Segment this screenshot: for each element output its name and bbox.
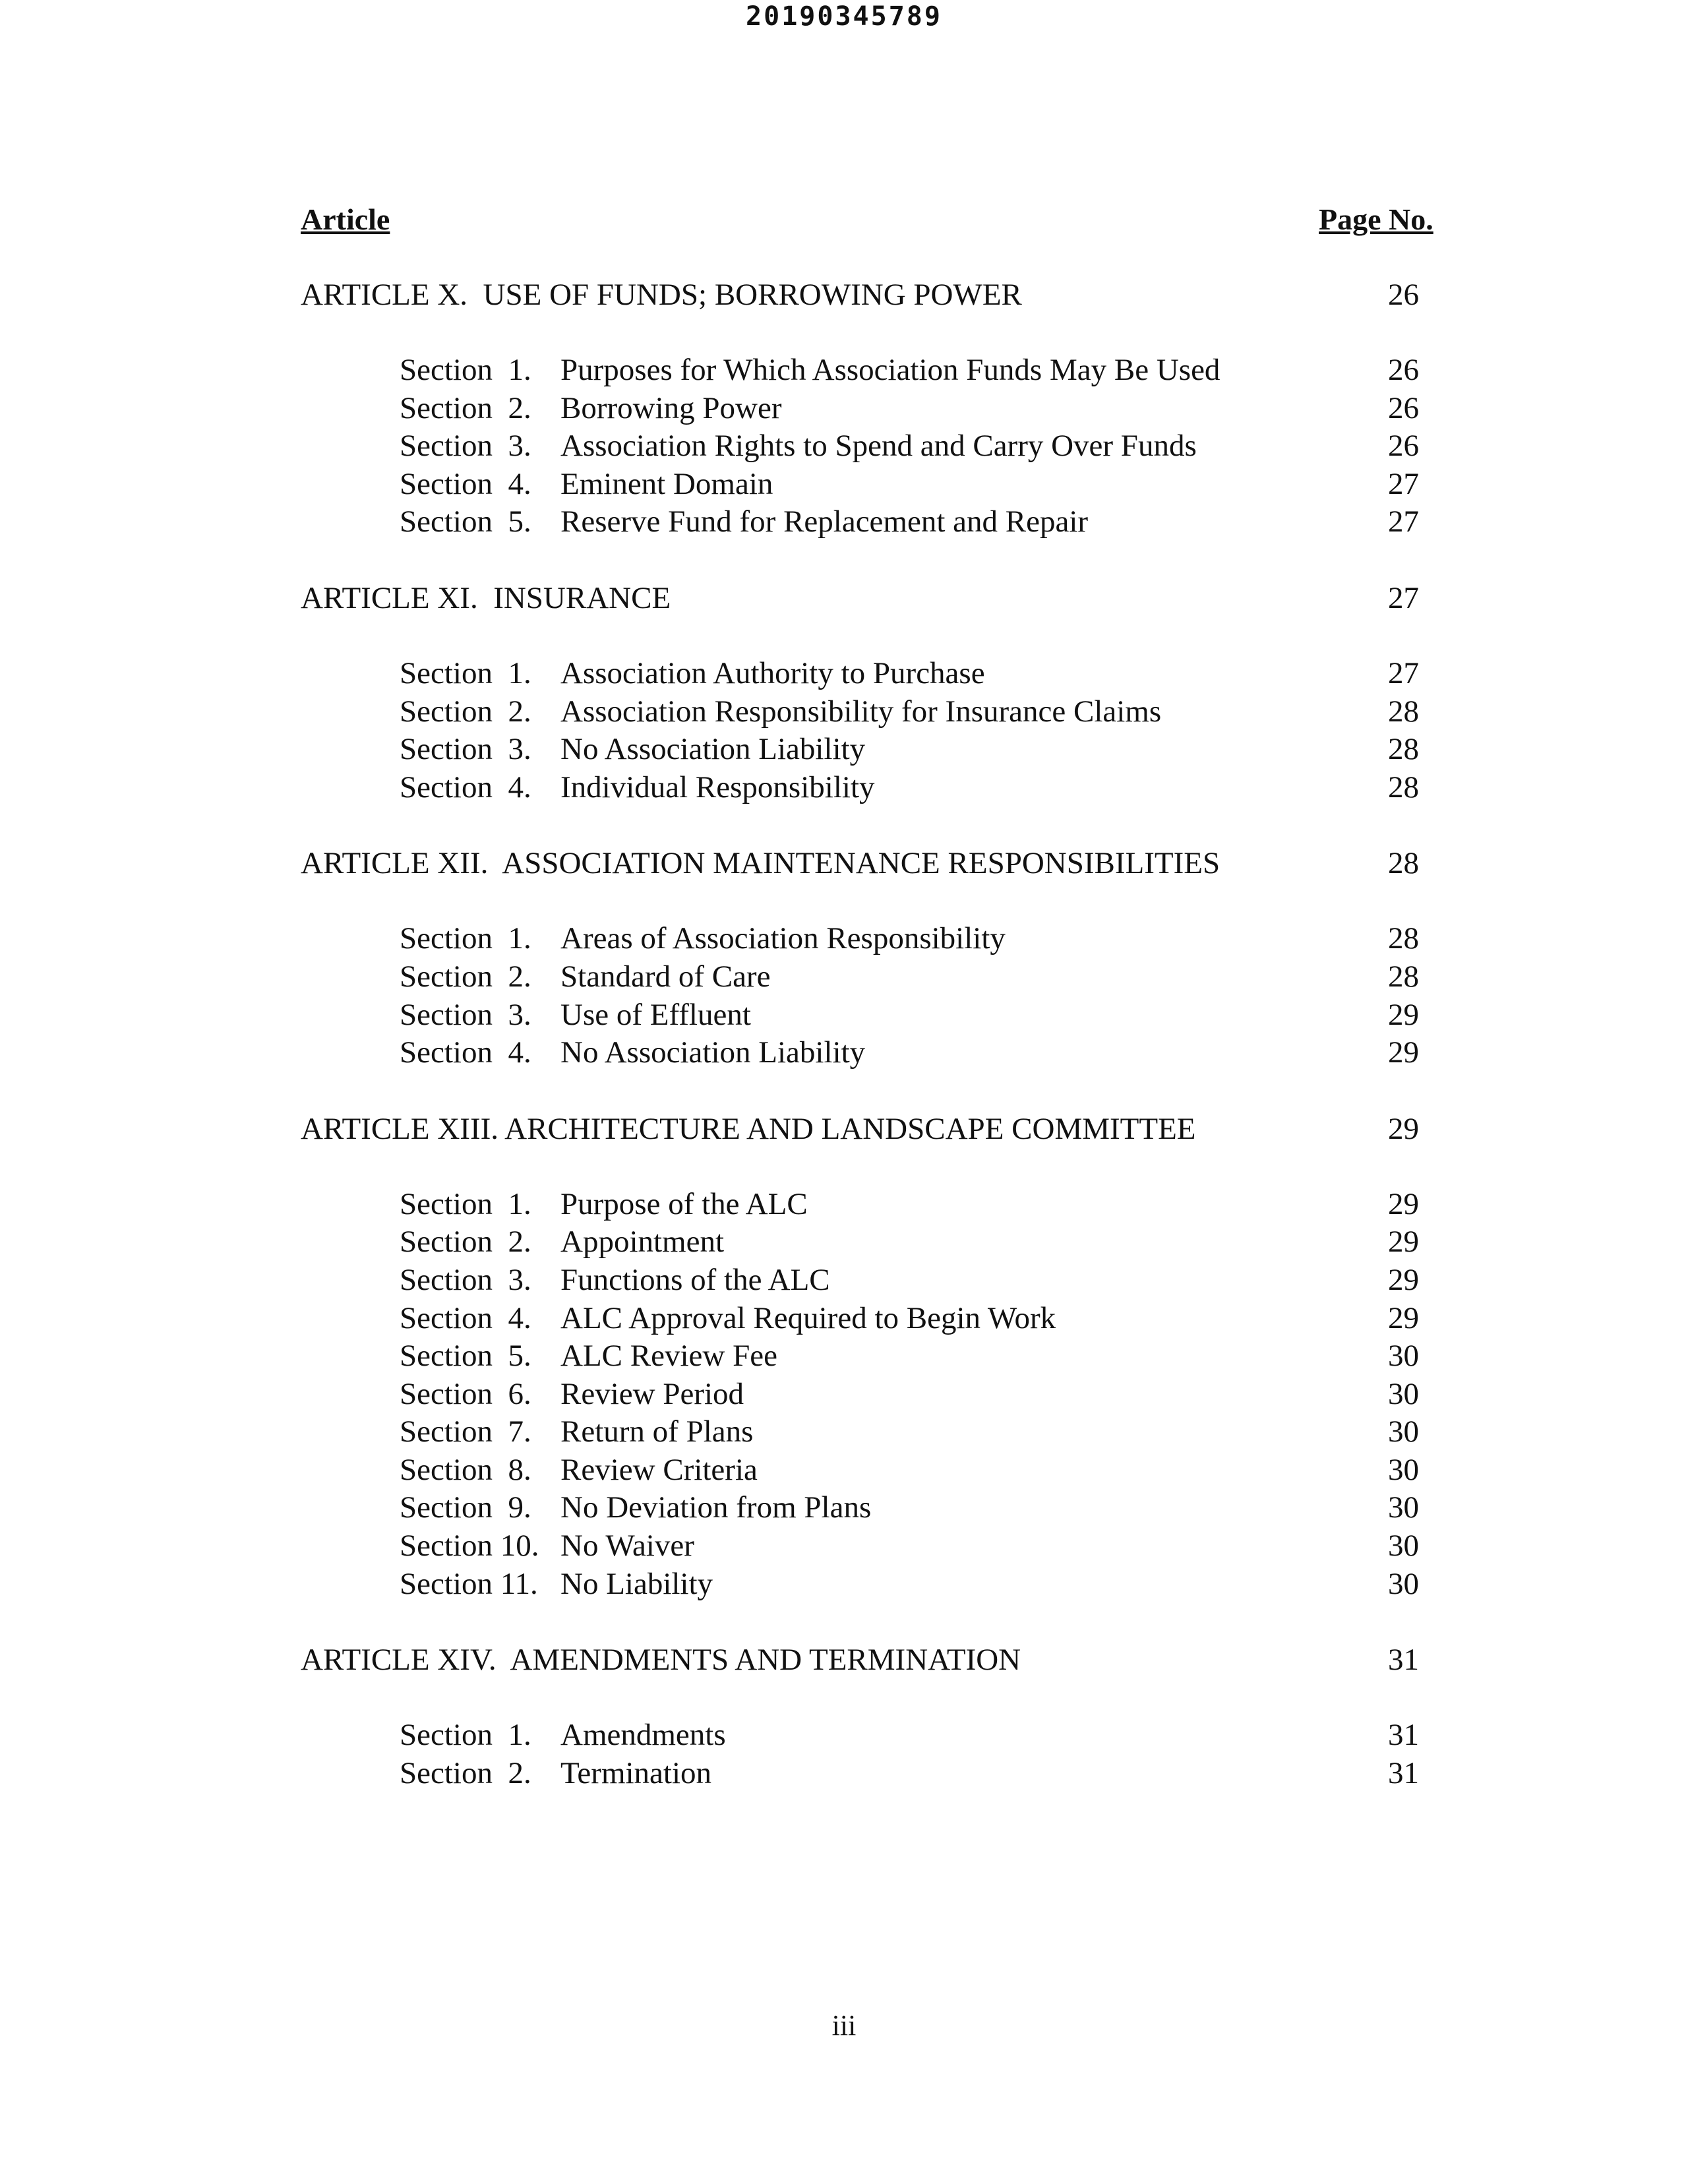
section-title: Standard of Care xyxy=(560,959,771,994)
article-entry xyxy=(0,276,1688,314)
section-page-number: 30 xyxy=(1388,1566,1419,1601)
section-page-number: 26 xyxy=(1388,429,1419,464)
section-label: Section 2. xyxy=(400,694,531,729)
section-label: Section 2. xyxy=(400,390,531,425)
table-of-contents xyxy=(0,276,1688,1830)
section-entry xyxy=(0,920,1688,958)
section-title: No Association Liability xyxy=(560,1035,866,1070)
section-page-number: 27 xyxy=(1388,655,1419,690)
section-label: Section 5. xyxy=(400,1339,531,1374)
article-group-spacer xyxy=(0,1792,1688,1830)
section-title: ALC Approval Required to Begin Work xyxy=(560,1300,1056,1335)
section-label: Section 1. xyxy=(400,921,531,956)
section-label: Section 4. xyxy=(400,1300,531,1335)
section-entry xyxy=(0,1034,1688,1072)
section-page-number: 31 xyxy=(1388,1718,1419,1753)
section-title: Purpose of the ALC xyxy=(560,1186,808,1221)
section-title: Reserve Fund for Replacement and Repair xyxy=(560,504,1089,539)
section-title: Appointment xyxy=(560,1225,725,1259)
section-page-number: 26 xyxy=(1388,390,1419,425)
section-entry xyxy=(0,996,1688,1035)
section-label: Section 9. xyxy=(400,1490,531,1525)
section-label: Section 4. xyxy=(400,466,531,501)
article-entry xyxy=(0,579,1688,617)
section-page-number: 28 xyxy=(1388,770,1419,804)
article-page-number: 28 xyxy=(1388,846,1419,881)
section-entry xyxy=(0,390,1688,428)
section-page-number: 30 xyxy=(1388,1414,1419,1449)
section-label: Section 6. xyxy=(400,1376,531,1411)
article-group-spacer xyxy=(0,806,1688,844)
section-entry xyxy=(0,1186,1688,1224)
section-entry xyxy=(0,1451,1688,1490)
document-number: 20190345789 xyxy=(746,1,942,32)
section-label: Section 7. xyxy=(400,1414,531,1449)
article-title: ARTICLE XI. INSURANCE xyxy=(301,580,671,615)
section-entry xyxy=(0,427,1688,466)
section-entry xyxy=(0,1755,1688,1793)
section-page-number: 29 xyxy=(1388,997,1419,1032)
section-entry xyxy=(0,351,1688,390)
section-title: Eminent Domain xyxy=(560,466,773,501)
section-entry xyxy=(0,693,1688,731)
article-title: ARTICLE XII. ASSOCIATION MAINTENANCE RESPONSIBILITIES xyxy=(301,846,1221,881)
section-title: Termination xyxy=(560,1755,712,1790)
section-page-number: 27 xyxy=(1388,504,1419,539)
section-page-number: 29 xyxy=(1388,1035,1419,1070)
section-entry xyxy=(0,1413,1688,1451)
section-title: No Deviation from Plans xyxy=(560,1490,872,1525)
section-entry xyxy=(0,958,1688,996)
section-label: Section 3. xyxy=(400,732,531,767)
article-page-number: 31 xyxy=(1388,1643,1419,1678)
section-page-number: 28 xyxy=(1388,694,1419,729)
section-label: Section 2. xyxy=(400,1755,531,1790)
article-entry xyxy=(0,1110,1688,1148)
section-title: Purposes for Which Association Funds May Be Used xyxy=(560,353,1221,387)
section-page-number: 28 xyxy=(1388,921,1419,956)
section-label: Section 10. xyxy=(400,1529,539,1563)
section-label: Section 4. xyxy=(400,770,531,804)
article-entry xyxy=(0,844,1688,882)
section-title: Functions of the ALC xyxy=(560,1262,830,1297)
article-group-spacer xyxy=(0,1603,1688,1641)
section-entry xyxy=(0,466,1688,504)
section-label: Section 1. xyxy=(400,655,531,690)
section-page-number: 28 xyxy=(1388,732,1419,767)
section-entry xyxy=(0,769,1688,807)
section-label: Section 11. xyxy=(400,1566,538,1601)
section-label: Section 4. xyxy=(400,1035,531,1070)
section-entry xyxy=(0,1565,1688,1604)
section-title: Individual Responsibility xyxy=(560,770,875,804)
section-page-number: 27 xyxy=(1388,466,1419,501)
section-label: Section 3. xyxy=(400,429,531,464)
section-page-number: 30 xyxy=(1388,1490,1419,1525)
section-title: Review Period xyxy=(560,1376,744,1411)
section-page-number: 29 xyxy=(1388,1262,1419,1297)
section-label: Section 2. xyxy=(400,1225,531,1259)
section-label: Section 3. xyxy=(400,997,531,1032)
page-number-column-header: Page No. xyxy=(1319,202,1433,236)
section-label: Section 1. xyxy=(400,353,531,387)
page-number: iii xyxy=(831,2009,857,2042)
section-title: Association Authority to Purchase xyxy=(560,655,985,690)
section-page-number: 30 xyxy=(1388,1339,1419,1374)
article-column-header: Article xyxy=(301,202,390,236)
section-entry xyxy=(0,503,1688,541)
section-label: Section 3. xyxy=(400,1262,531,1297)
section-page-number: 31 xyxy=(1388,1755,1419,1790)
section-title: Areas of Association Responsibility xyxy=(560,921,1006,956)
section-title: Association Responsibility for Insurance Claims xyxy=(560,694,1162,729)
section-label: Section 2. xyxy=(400,959,531,994)
article-group-spacer xyxy=(0,1072,1688,1110)
section-label: Section 1. xyxy=(400,1186,531,1221)
section-title: Borrowing Power xyxy=(560,390,782,425)
section-title: No Waiver xyxy=(560,1529,694,1563)
section-page-number: 26 xyxy=(1388,353,1419,387)
section-entry xyxy=(0,1527,1688,1565)
section-page-number: 30 xyxy=(1388,1529,1419,1563)
section-entry xyxy=(0,1337,1688,1376)
section-page-number: 30 xyxy=(1388,1452,1419,1487)
section-entry xyxy=(0,1716,1688,1755)
section-title: Amendments xyxy=(560,1718,726,1753)
section-title: Review Criteria xyxy=(560,1452,758,1487)
section-entry xyxy=(0,1376,1688,1414)
article-page-number: 27 xyxy=(1388,580,1419,615)
section-title: Use of Effluent xyxy=(560,997,751,1032)
section-label: Section 8. xyxy=(400,1452,531,1487)
article-group-spacer xyxy=(0,541,1688,579)
section-title: ALC Review Fee xyxy=(560,1339,777,1374)
article-page-number: 29 xyxy=(1388,1111,1419,1146)
section-entry xyxy=(0,1261,1688,1300)
section-entry xyxy=(0,1489,1688,1527)
section-page-number: 28 xyxy=(1388,959,1419,994)
article-title: ARTICLE XIII. ARCHITECTURE AND LANDSCAPE COMMITTEE xyxy=(301,1111,1196,1146)
section-entry xyxy=(0,1223,1688,1261)
section-page-number: 29 xyxy=(1388,1300,1419,1335)
section-page-number: 30 xyxy=(1388,1376,1419,1411)
section-label: Section 1. xyxy=(400,1718,531,1753)
section-title: Return of Plans xyxy=(560,1414,754,1449)
article-title: ARTICLE XIV. AMENDMENTS AND TERMINATION xyxy=(301,1643,1021,1678)
section-title: Association Rights to Spend and Carry Over Funds xyxy=(560,429,1197,464)
section-label: Section 5. xyxy=(400,504,531,539)
section-title: No Association Liability xyxy=(560,732,866,767)
section-page-number: 29 xyxy=(1388,1225,1419,1259)
article-title: ARTICLE X. USE OF FUNDS; BORROWING POWER xyxy=(301,278,1022,312)
section-entry xyxy=(0,1300,1688,1338)
section-title: No Liability xyxy=(560,1566,713,1601)
section-entry xyxy=(0,655,1688,693)
section-entry xyxy=(0,731,1688,769)
section-page-number: 29 xyxy=(1388,1186,1419,1221)
article-page-number: 26 xyxy=(1388,278,1419,312)
article-entry xyxy=(0,1641,1688,1679)
